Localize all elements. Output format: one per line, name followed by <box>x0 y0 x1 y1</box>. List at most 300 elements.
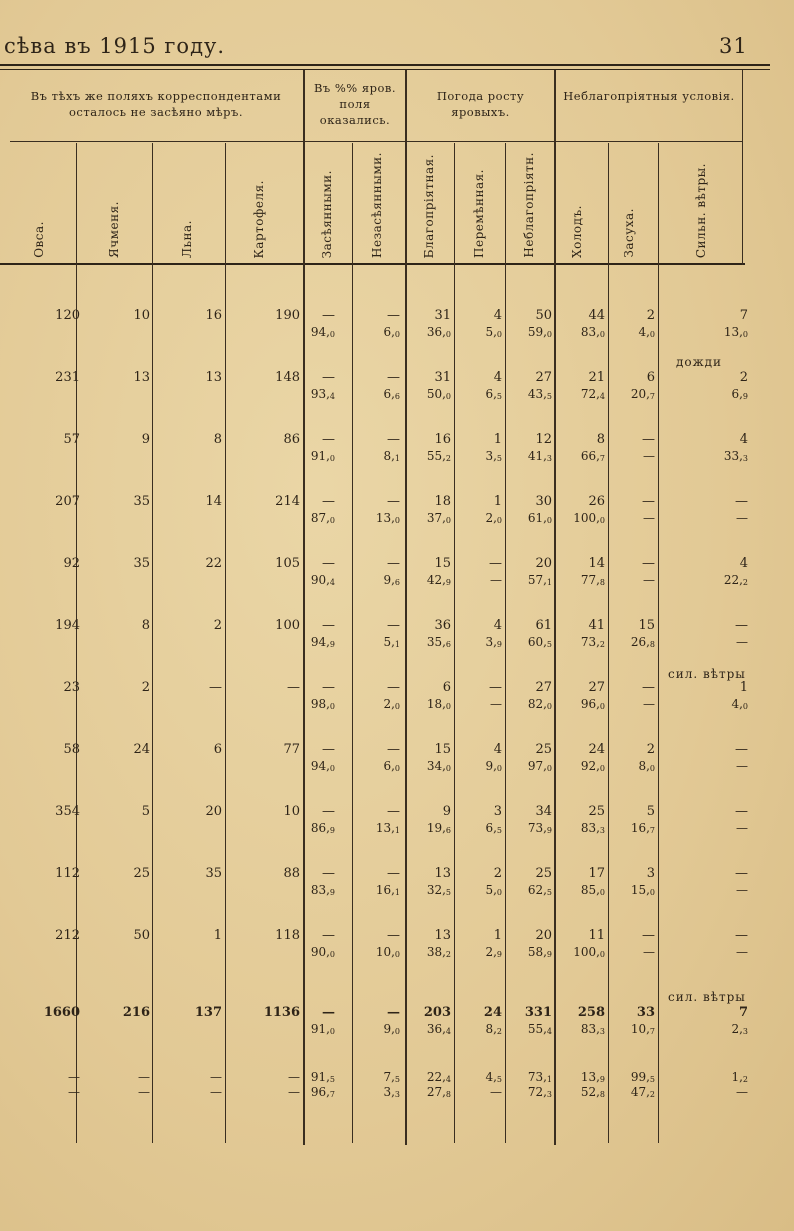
table-cell: 354 <box>55 804 80 819</box>
table-cell: 21 <box>588 370 605 385</box>
table-cell-percent: — <box>736 883 748 897</box>
table-cell-percent: — <box>643 573 655 587</box>
table-cell: 216 <box>122 1005 150 1020</box>
table-cell: 258 <box>577 1005 605 1020</box>
table-cell: 5 <box>646 804 655 819</box>
table-cell: 20 <box>205 804 222 819</box>
header-group-pct: Въ %% яров. поля оказались. <box>313 81 397 127</box>
table-cell: 25 <box>133 866 150 881</box>
table-cell: 214 <box>275 494 300 509</box>
table-cell: 36 <box>434 618 451 633</box>
table-cell-percent: $10,_0$ <box>375 945 400 959</box>
table-cell-percent: $57,_1$ <box>527 573 552 587</box>
table-cell: — <box>642 680 655 695</box>
summary-cell: — <box>210 1070 222 1084</box>
table-cell-percent: $60,_5$ <box>527 635 552 649</box>
table-cell-percent: $61,_0$ <box>527 511 552 525</box>
table-cell-percent: — <box>736 945 748 959</box>
table-cell-percent: — <box>643 697 655 711</box>
table-cell-percent: $20,_7$ <box>630 387 655 401</box>
table-cell: 35 <box>205 866 222 881</box>
table-cell-percent: $16,_1$ <box>375 883 400 897</box>
col-header-unfavorable: Неблагопріятн. <box>522 152 536 258</box>
table-cell: 207 <box>55 494 80 509</box>
table-cell: 2 <box>646 308 655 323</box>
summary-cell: $47,_2$ <box>630 1085 655 1099</box>
table-cell-percent: $87,_0$ <box>310 511 335 525</box>
table-cell: — <box>387 866 400 881</box>
table-cell: 13 <box>434 928 451 943</box>
table-cell-percent: $8,_1$ <box>383 449 400 463</box>
table-cell: 1 <box>493 928 502 943</box>
table-cell: — <box>642 928 655 943</box>
table-cell-percent: $73,_2$ <box>580 635 605 649</box>
table-cell: 27 <box>535 680 552 695</box>
table-cell-percent: $26,_8$ <box>630 635 655 649</box>
table-cell-percent: — <box>643 511 655 525</box>
table-cell: — <box>735 928 748 943</box>
table-cell: 7 <box>739 308 748 323</box>
table-cell: 15 <box>638 618 655 633</box>
table-cell-percent: $37,_0$ <box>426 511 451 525</box>
table-cell: — <box>322 308 335 323</box>
table-cell-percent: $36,_4$ <box>426 1022 451 1036</box>
table-cell: 100 <box>275 618 300 633</box>
table-cell: — <box>287 680 300 695</box>
table-cell-percent: — <box>736 635 748 649</box>
table-cell: — <box>387 742 400 757</box>
table-cell: 13 <box>434 866 451 881</box>
table-cell: — <box>322 680 335 695</box>
header-group-unfav: Неблагопріятныя условія. <box>563 89 735 103</box>
table-cell: 2 <box>213 618 222 633</box>
table-cell-percent: $59,_0$ <box>527 325 552 339</box>
table-cell: 1 <box>739 680 748 695</box>
table-cell-percent: $83,_0$ <box>580 325 605 339</box>
table-cell-percent: $8,_0$ <box>638 759 655 773</box>
rule-h <box>10 141 303 142</box>
table-cell-percent: $92,_0$ <box>580 759 605 773</box>
summary-cell: — <box>210 1085 222 1099</box>
table-cell: — <box>387 1005 400 1020</box>
note-winds-total: сил. вѣтры <box>668 990 746 1004</box>
table-cell-percent: $6,_6$ <box>383 387 400 401</box>
table-cell: 12 <box>535 432 552 447</box>
table-cell: 20 <box>535 928 552 943</box>
col-header-drought: Засуха. <box>622 208 636 258</box>
running-head: сѣва въ 1915 году. <box>4 34 226 58</box>
table-cell-percent: $55,_2$ <box>426 449 451 463</box>
rule-h <box>305 141 405 142</box>
table-cell: 27 <box>588 680 605 695</box>
table-cell: 118 <box>275 928 300 943</box>
summary-cell: $1,_2$ <box>731 1070 748 1084</box>
table-cell-percent: $86,_9$ <box>310 821 335 835</box>
table-cell: 105 <box>275 556 300 571</box>
page-number: 31 <box>719 34 748 58</box>
table-cell: 4 <box>739 432 748 447</box>
table-cell: 23 <box>63 680 80 695</box>
table-cell: 27 <box>535 370 552 385</box>
table-cell-percent: $9,_0$ <box>485 759 502 773</box>
rule-v <box>742 70 743 265</box>
rule-v <box>225 143 226 1143</box>
table-cell: — <box>322 370 335 385</box>
table-cell: 35 <box>133 494 150 509</box>
rule-v <box>505 143 506 1143</box>
table-cell-percent: $6,_5$ <box>485 387 502 401</box>
table-cell: 92 <box>63 556 80 571</box>
col-header-cold: Холодъ. <box>570 205 584 258</box>
table-cell-percent: $5,_1$ <box>383 635 400 649</box>
table-cell-percent: $2,_9$ <box>485 945 502 959</box>
table-cell-percent: $83,_9$ <box>310 883 335 897</box>
table-cell-percent: $42,_9$ <box>426 573 451 587</box>
table-cell-percent: $90,_0$ <box>310 945 335 959</box>
table-cell-percent: $41,_3$ <box>527 449 552 463</box>
rule-v <box>608 143 609 1143</box>
table-cell-percent: $77,_8$ <box>580 573 605 587</box>
table-cell-percent: $4,_0$ <box>638 325 655 339</box>
col-header-winds: Сильн. вѣтры. <box>694 162 708 258</box>
table-cell-percent: $43,_5$ <box>527 387 552 401</box>
header-group-sown: Въ тѣхъ же поляхъ корреспондентами осталось не засѣяно мѣръ. <box>30 89 282 119</box>
table-cell-percent: $32,_5$ <box>426 883 451 897</box>
table-cell: 137 <box>194 1005 222 1020</box>
rule-v <box>405 70 407 1145</box>
table-cell: 8 <box>213 432 222 447</box>
table-cell: — <box>322 742 335 757</box>
table-cell-percent: $82,_0$ <box>527 697 552 711</box>
table-cell: 57 <box>63 432 80 447</box>
table-cell-percent: $90,_4$ <box>310 573 335 587</box>
table-cell: 5 <box>141 804 150 819</box>
table-cell: 35 <box>133 556 150 571</box>
table-cell-percent: $3,_5$ <box>485 449 502 463</box>
table-cell: — <box>322 556 335 571</box>
table-cell: 61 <box>535 618 552 633</box>
table-cell-percent: $35,_6$ <box>426 635 451 649</box>
table-cell-percent: $94,_0$ <box>310 325 335 339</box>
table-cell: 88 <box>283 866 300 881</box>
table-cell-percent: $6,_0$ <box>383 325 400 339</box>
table-cell: — <box>642 494 655 509</box>
summary-cell: $96,_7$ <box>310 1085 335 1099</box>
table-cell: 6 <box>646 370 655 385</box>
table-cell: — <box>387 370 400 385</box>
table-cell: 25 <box>588 804 605 819</box>
table-cell: 17 <box>588 866 605 881</box>
table-cell: 6 <box>213 742 222 757</box>
table-cell: 20 <box>535 556 552 571</box>
table-cell: — <box>322 1005 335 1020</box>
table-cell: 231 <box>55 370 80 385</box>
table-cell-percent: $5,_0$ <box>485 883 502 897</box>
rule-v <box>352 143 353 1143</box>
table-cell: 2 <box>141 680 150 695</box>
table-cell: — <box>387 308 400 323</box>
table-cell-percent: $4,_0$ <box>731 697 748 711</box>
summary-cell: $72,_3$ <box>527 1085 552 1099</box>
note-rains: дожди <box>676 355 723 369</box>
table-cell: 41 <box>588 618 605 633</box>
summary-cell: $99,_5$ <box>630 1070 655 1084</box>
table-cell: 30 <box>535 494 552 509</box>
table-cell-percent: $94,_0$ <box>310 759 335 773</box>
table-cell: 25 <box>535 866 552 881</box>
col-header-flax: Льна. <box>180 219 194 258</box>
table-cell: 4 <box>493 370 502 385</box>
table-cell-percent: $13,_1$ <box>375 821 400 835</box>
table-cell: 4 <box>493 308 502 323</box>
table-cell-percent: $83,_3$ <box>580 1022 605 1036</box>
table-cell: 1 <box>213 928 222 943</box>
col-header-barley: Ячменя. <box>107 201 121 258</box>
table-cell: — <box>489 680 502 695</box>
table-cell-percent: — <box>490 697 502 711</box>
table-cell-percent: $2,_0$ <box>485 511 502 525</box>
summary-cell: $73,_1$ <box>527 1070 552 1084</box>
table-cell: 6 <box>442 680 451 695</box>
summary-cell: $3,_3$ <box>383 1085 400 1099</box>
table-cell: 331 <box>524 1005 552 1020</box>
table-cell: 15 <box>434 742 451 757</box>
table-cell: 44 <box>588 308 605 323</box>
table-cell-percent: $18,_0$ <box>426 697 451 711</box>
table-cell-percent: $2,_0$ <box>383 697 400 711</box>
table-cell: — <box>387 804 400 819</box>
table-cell: — <box>387 928 400 943</box>
table-cell: 25 <box>535 742 552 757</box>
table-cell-percent: $62,_5$ <box>527 883 552 897</box>
table-cell-percent: $83,_3$ <box>580 821 605 835</box>
table-cell-percent: $94,_9$ <box>310 635 335 649</box>
table-cell-percent: — <box>490 573 502 587</box>
table-cell: 8 <box>596 432 605 447</box>
table-cell-percent: $9,_0$ <box>383 1022 400 1036</box>
table-cell: 3 <box>646 866 655 881</box>
table-cell: 50 <box>133 928 150 943</box>
table-cell: 3 <box>493 804 502 819</box>
rule-v <box>658 143 659 1143</box>
table-cell-percent: $100,_0$ <box>573 511 605 525</box>
rule-h <box>407 141 554 142</box>
table-cell: 34 <box>535 804 552 819</box>
table-cell: 1 <box>493 432 502 447</box>
table-cell: — <box>735 742 748 757</box>
summary-cell: $27,_8$ <box>426 1085 451 1099</box>
table-cell: 18 <box>434 494 451 509</box>
table-cell: — <box>322 432 335 447</box>
summary-cell: — <box>68 1070 80 1084</box>
summary-cell: $13,_9$ <box>580 1070 605 1084</box>
summary-cell: $7,_5$ <box>383 1070 400 1084</box>
table-cell: 16 <box>205 308 222 323</box>
col-header-sown: Засѣянными. <box>320 169 334 258</box>
table-cell: 50 <box>535 308 552 323</box>
summary-cell: — <box>138 1085 150 1099</box>
table-cell: — <box>322 494 335 509</box>
summary-cell: $4,_5$ <box>485 1070 502 1084</box>
rule-v <box>76 143 77 1143</box>
table-cell-percent: $6,_0$ <box>383 759 400 773</box>
header-bottom-rule <box>0 263 745 265</box>
table-cell: — <box>387 432 400 447</box>
table-cell: 203 <box>423 1005 451 1020</box>
col-header-favorable: Благопріятная. <box>422 153 436 258</box>
table-cell: 7 <box>738 1005 748 1020</box>
table-cell: 58 <box>63 742 80 757</box>
table-cell-percent: $97,_0$ <box>527 759 552 773</box>
table-cell-percent: $98,_0$ <box>310 697 335 711</box>
table-cell: — <box>735 494 748 509</box>
table-cell: 4 <box>739 556 748 571</box>
table-cell: 86 <box>283 432 300 447</box>
table-cell-percent: $93,_4$ <box>310 387 335 401</box>
table-cell: 148 <box>275 370 300 385</box>
table-cell: — <box>642 556 655 571</box>
col-header-variable: Перемѣнная. <box>472 169 486 258</box>
table-cell-percent: $85,_0$ <box>580 883 605 897</box>
table-cell-percent: $6,_5$ <box>485 821 502 835</box>
table-cell-percent: $72,_4$ <box>580 387 605 401</box>
note-winds: сил. вѣтры <box>668 667 746 681</box>
table-cell-percent: $100,_0$ <box>573 945 605 959</box>
table-cell-percent: $36,_0$ <box>426 325 451 339</box>
table-cell-percent: $19,_6$ <box>426 821 451 835</box>
rule-v <box>454 143 455 1143</box>
table-cell: — <box>387 680 400 695</box>
rule-h <box>556 141 742 142</box>
table-cell: — <box>642 432 655 447</box>
col-header-potato: Картофеля. <box>252 179 266 258</box>
table-cell: 9 <box>141 432 150 447</box>
table-cell: 24 <box>483 1005 502 1020</box>
table-cell-percent: $5,_0$ <box>485 325 502 339</box>
table-cell: — <box>322 866 335 881</box>
summary-cell: $22,_4$ <box>426 1070 451 1084</box>
table-cell: 14 <box>588 556 605 571</box>
top-rule-thin <box>0 69 770 70</box>
table-cell: 4 <box>493 742 502 757</box>
table-cell-percent: $6,_9$ <box>731 387 748 401</box>
col-header-unsown: Незасѣянными. <box>370 152 384 258</box>
table-cell-percent: $3,_9$ <box>485 635 502 649</box>
summary-cell: $91,_5$ <box>310 1070 335 1084</box>
table-cell: 11 <box>588 928 605 943</box>
table-cell: 1136 <box>263 1005 300 1020</box>
col-header-oats: Овса. <box>32 221 46 258</box>
table-cell-percent: $96,_0$ <box>580 697 605 711</box>
table-cell-percent: $38,_2$ <box>426 945 451 959</box>
table-cell: — <box>735 804 748 819</box>
summary-cell: — <box>490 1085 502 1099</box>
table-cell-percent: — <box>736 759 748 773</box>
table-cell-percent: $55,_4$ <box>527 1022 552 1036</box>
table-cell: 2 <box>493 866 502 881</box>
table-cell: 31 <box>434 308 451 323</box>
table-cell-percent: $34,_0$ <box>426 759 451 773</box>
table-cell: 10 <box>133 308 150 323</box>
header-group-weather: Погода росту яровыхъ. <box>436 89 525 119</box>
table-cell: 2 <box>739 370 748 385</box>
table-cell: — <box>322 804 335 819</box>
table-cell: — <box>489 556 502 571</box>
table-cell-percent: — <box>736 511 748 525</box>
table-cell-percent: $50,_0$ <box>426 387 451 401</box>
table-cell: 31 <box>434 370 451 385</box>
table-cell: 190 <box>275 308 300 323</box>
rule-v <box>554 70 556 1145</box>
table-cell-percent: $9,_6$ <box>383 573 400 587</box>
table-cell: 13 <box>205 370 222 385</box>
table-cell: 14 <box>205 494 222 509</box>
summary-cell: — <box>288 1085 300 1099</box>
table-cell-percent: — <box>736 821 748 835</box>
table-cell: 24 <box>133 742 150 757</box>
table-cell: 13 <box>133 370 150 385</box>
table-cell-percent: $13,_0$ <box>375 511 400 525</box>
table-cell: 1660 <box>43 1005 80 1020</box>
table-cell: 26 <box>588 494 605 509</box>
summary-cell: — <box>138 1070 150 1084</box>
rule-v <box>303 70 305 1145</box>
table-cell-percent: $8,_2$ <box>485 1022 502 1036</box>
table-cell: — <box>387 494 400 509</box>
table-cell: — <box>387 618 400 633</box>
table-cell: — <box>322 928 335 943</box>
table-cell: 9 <box>442 804 451 819</box>
table-cell-percent: $10,_7$ <box>630 1022 655 1036</box>
table-cell: — <box>735 866 748 881</box>
summary-cell: — <box>736 1085 748 1099</box>
table-cell: 22 <box>205 556 222 571</box>
table-cell: 120 <box>55 308 80 323</box>
table-cell-percent: $13,_0$ <box>723 325 748 339</box>
table-cell: 194 <box>55 618 80 633</box>
table-cell-percent: $91,_0$ <box>310 1022 335 1036</box>
table-cell-percent: $33,_3$ <box>723 449 748 463</box>
table-cell: 10 <box>283 804 300 819</box>
table-cell: 2 <box>646 742 655 757</box>
table-cell: — <box>322 618 335 633</box>
summary-cell: — <box>288 1070 300 1084</box>
table-cell: 8 <box>141 618 150 633</box>
table-cell-percent: $73,_9$ <box>527 821 552 835</box>
table-cell: 24 <box>588 742 605 757</box>
table-cell: — <box>735 618 748 633</box>
top-rule <box>0 64 770 66</box>
table-cell-percent: $58,_9$ <box>527 945 552 959</box>
summary-cell: $52,_8$ <box>580 1085 605 1099</box>
rule-v <box>152 143 153 1143</box>
table-cell: 4 <box>493 618 502 633</box>
table-cell-percent: $2,_3$ <box>731 1022 748 1036</box>
table-cell-percent: $66,_7$ <box>580 449 605 463</box>
summary-cell: — <box>68 1085 80 1099</box>
table-cell: — <box>209 680 222 695</box>
table-cell: 112 <box>55 866 80 881</box>
table-cell: 212 <box>55 928 80 943</box>
table-cell: — <box>387 556 400 571</box>
table-cell-percent: $22,_2$ <box>723 573 748 587</box>
table-cell: 77 <box>283 742 300 757</box>
table-cell-percent: $15,_0$ <box>630 883 655 897</box>
table-cell-percent: — <box>643 449 655 463</box>
table-cell: 1 <box>493 494 502 509</box>
table-cell-percent: $91,_0$ <box>310 449 335 463</box>
table-cell-percent: $16,_7$ <box>630 821 655 835</box>
